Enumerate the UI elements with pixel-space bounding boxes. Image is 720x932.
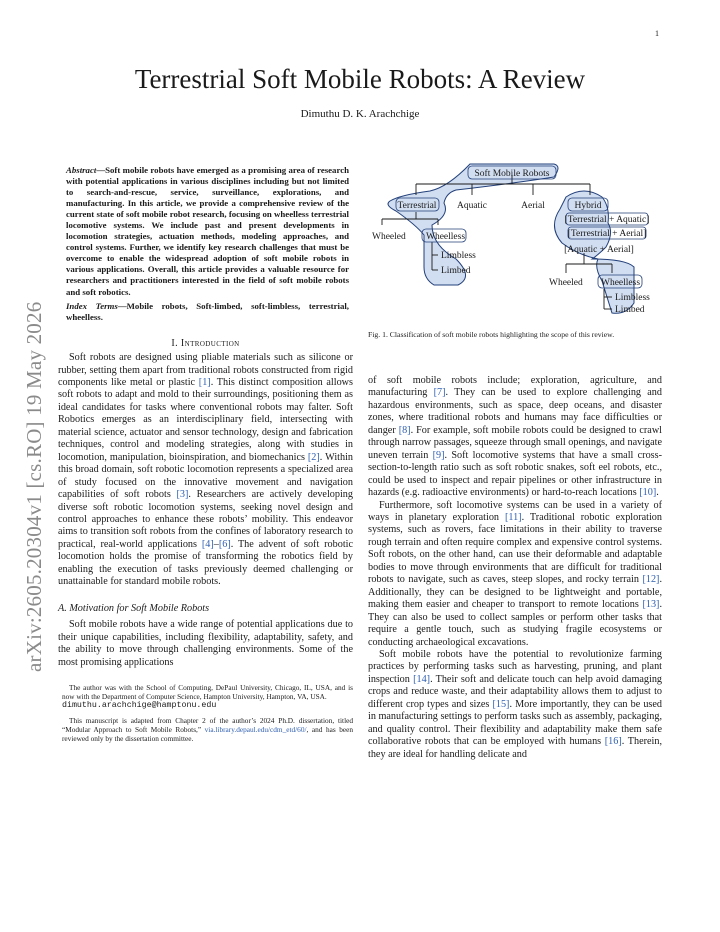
farming-paragraph: Soft mobile robots have the potential to revolutionize farming practices by performing tasks such as harvesting, pruning, and plant inspection [14]. Their soft and delicate touch can help avoid damaging crops and reduce waste, and their adaptability allows them to adjust to different crop types and sizes [15]. More importantly, they can be used in manufacturing settings to perform tasks such as assembly, packaging, and quality control. Their flexibility and adaptability make them safe collaborative robots that can be employed with humans [16]. Therein, they are ideal for handling delicate and <box>368 648 663 760</box>
citation-link[interactable]: [3] <box>176 489 189 501</box>
footnotes <box>58 683 353 744</box>
classification-tree <box>366 163 662 323</box>
node-wheeled: Wheeled <box>372 232 406 242</box>
author-email[interactable]: dimuthu.arachchige@hamptonu.edu <box>62 701 217 711</box>
citation-link[interactable]: [9] <box>432 449 445 461</box>
applications-paragraph: of soft mobile robots include; exploration, agriculture, and manufacturing [7]. They can be used to explore challenging and hazardous environments, such as space, deep oceans, and disaster zones, where traditional robots and humans may face difficulties or danger [8]. For example, soft mobile robots could be designed to crawl through narrow passages, squeeze through small openings, and navigate uneven terrain [9]. Soft locomotive systems that have a small cross-section-to-length ratio such as soft robotic snakes, soft eel robots, etc., could be used to inspect and repair pipelines or other infrastructure in hazards (e.g. radioactive environments) or hard-to-reach locations [10]. <box>368 375 663 499</box>
paper-title: Terrestrial Soft Mobile Robots: A Review <box>134 64 586 94</box>
abstract-label: Abstract <box>66 165 97 175</box>
node-limbless-hybrid: Limbless <box>615 293 650 303</box>
arxiv-identifier: arXiv:2605.20304v1 [cs.RO] 19 May 2026 <box>22 301 46 672</box>
footnote-affiliation: The author was with the School of Computing, DePaul University, Chicago, IL, USA, and is now with the Department of Computer Science, Hampton University, Hampton, VA, USA. dimuthu.arachchige@hamptonu.edu <box>62 682 353 711</box>
node-limbed: Limbed <box>441 266 471 276</box>
node-aquatic-aerial: [Aquatic + Aerial] <box>564 245 634 255</box>
scope-highlight <box>388 164 558 285</box>
citation-link[interactable]: [10] <box>639 487 657 499</box>
index-terms <box>58 301 353 323</box>
node-terrestrial-aquatic: [Terrestrial + Aquatic] <box>564 215 650 225</box>
citation-link[interactable]: [1] <box>198 377 211 389</box>
motivation-paragraph: Soft mobile robots have a wide range of potential applications due to their unique capabilities, including flexibility, adaptability, safety, and the ability to move through challenging environments. Some of the most promising applications <box>58 619 353 668</box>
citation-link[interactable]: [2] <box>307 451 320 463</box>
citation-link[interactable]: [13] <box>642 599 660 611</box>
node-limbless: Limbless <box>441 251 476 261</box>
planetary-paragraph: Furthermore, soft locomotive systems can be used in a variety of ways in planetary exploration [11]. Traditional robotic exploration systems, such as rovers, face limitations in their ability to traverse rough terrain and often require complex and expensive control systems. Soft robots, on the other hand, can use their deformable and adaptable bodies to move through environments that are difficult for traditional robots to navigate, such as caves, steep slopes, and rocky terrain [12]. Additionally, they can be designed to be lightweight and portable, making them easier and cheaper to transport to remote locations [13]. They can also be used to collect samples or perform other tasks that require a gentle touch, such as studying fragile ecosystems or conducting archaeological excavations. <box>368 499 662 648</box>
node-hybrid: Hybrid <box>574 201 602 211</box>
footnote-manuscript: This manuscript is adapted from Chapter 2 of the author’s 2024 Ph.D. dissertation, titled “Modular Approach to Soft Mobile Robots,” via.library.depaul.edu/cdm_etd/60/, and has been reviewed only by the dissertation committee. <box>62 716 354 744</box>
citation-link[interactable]: [12] <box>642 574 660 586</box>
citation-link[interactable]: [11] <box>504 511 522 523</box>
left-column <box>58 165 353 744</box>
citation-link[interactable]: [6] <box>218 538 231 550</box>
section-heading-introduction: I. Introduction <box>171 337 240 349</box>
page-number: 1 <box>655 29 659 38</box>
citation-link[interactable]: [4] <box>201 538 214 550</box>
node-wheelless-hybrid: Wheelless <box>601 278 641 288</box>
citation-link[interactable]: [7] <box>433 387 446 399</box>
index-terms-text: —Mobile robots, Soft-limbed, soft-limbless, terrestrial, wheelless. <box>66 300 349 322</box>
node-aerial: Aerial <box>521 201 545 211</box>
intro-paragraph: Soft robots are designed using pliable materials such as silicone or rubber, setting them apart from traditional robots constructed from rigid components like metal or plastic [1]. This distinct composition allows soft robots to adapt and mold to their surroundings, positioning them as ideal candidates for tasks where conventional robots may falter. Soft Robotics emerges as an interdisciplinary field, intersecting with material science, actuator and sensor technology, design and fabrication techniques, control and modeling strategies, along with studies in locomotion, manipulation, bioinspiration, and biomechanics [2]. Within this broad domain, soft robotic locomotion represents a specialized area of study focused on the innovative movement and navigation capabilities of soft robots [3]. Researchers are actively developing diverse soft robotic locomotion systems, seeking novel design and control approaches to enhance these robots’ mobility. This endeavor aims to transition soft robots from the confines of laboratory research to practical, real-world applications [4]–[6]. The advent of soft robotic locomotion holds the promise of transforming the robotics field by enabling the execution of tasks previously deemed challenging or unattainable for standard mobile robots. <box>58 352 354 588</box>
node-terrestrial: Terrestrial <box>397 201 437 211</box>
citation-link[interactable]: [16] <box>604 736 622 748</box>
right-column <box>368 375 662 761</box>
subsection-heading-motivation: A. Motivation for Soft Mobile Robots <box>58 602 210 614</box>
node-wheeled-hybrid: Wheeled <box>549 278 583 288</box>
abstract <box>58 165 353 298</box>
dissertation-link[interactable]: via.library.depaul.edu/cdm_etd/60/ <box>204 725 307 735</box>
abstract-text: —Soft mobile robots have emerged as a promising area of research with potential applications in various disciplines including but not limited to search-and-rescue, service, surveillance, explorations, and manufacturing. In this article, we provide a comprehensive review of the current state of soft mobile robot research, focusing on wheelless terrestrial locomotive systems. We include past and present developments in locomotion strategies, actuation methods, modeling approaches, and control systems. Further, we identify key research challenges that must be overcome to enable the widespread adoption of soft mobile robots in various applications. Overall, this article provides a valuable resource for researchers and practitioners interested in the field of soft mobile robots and soft robotics. <box>66 165 349 297</box>
citation-link[interactable]: [15] <box>492 698 510 710</box>
author-name: Dimuthu D. K. Arachchige <box>300 108 420 120</box>
node-aquatic: Aquatic <box>456 201 488 211</box>
node-soft-mobile-robots: Soft Mobile Robots <box>474 169 550 179</box>
node-limbed-hybrid: Limbed <box>615 305 645 315</box>
node-wheelless: Wheelless <box>426 232 466 242</box>
citation-link[interactable]: [14] <box>413 673 431 685</box>
figure-caption: Fig. 1. Classification of soft mobile robots highlighting the scope of this review. <box>368 330 615 339</box>
node-terrestrial-aerial: [Terrestrial + Aerial] <box>567 229 647 239</box>
index-terms-label: Index Terms <box>66 300 118 311</box>
figure-classification-diagram <box>366 163 662 323</box>
citation-link[interactable]: [8] <box>398 424 411 436</box>
